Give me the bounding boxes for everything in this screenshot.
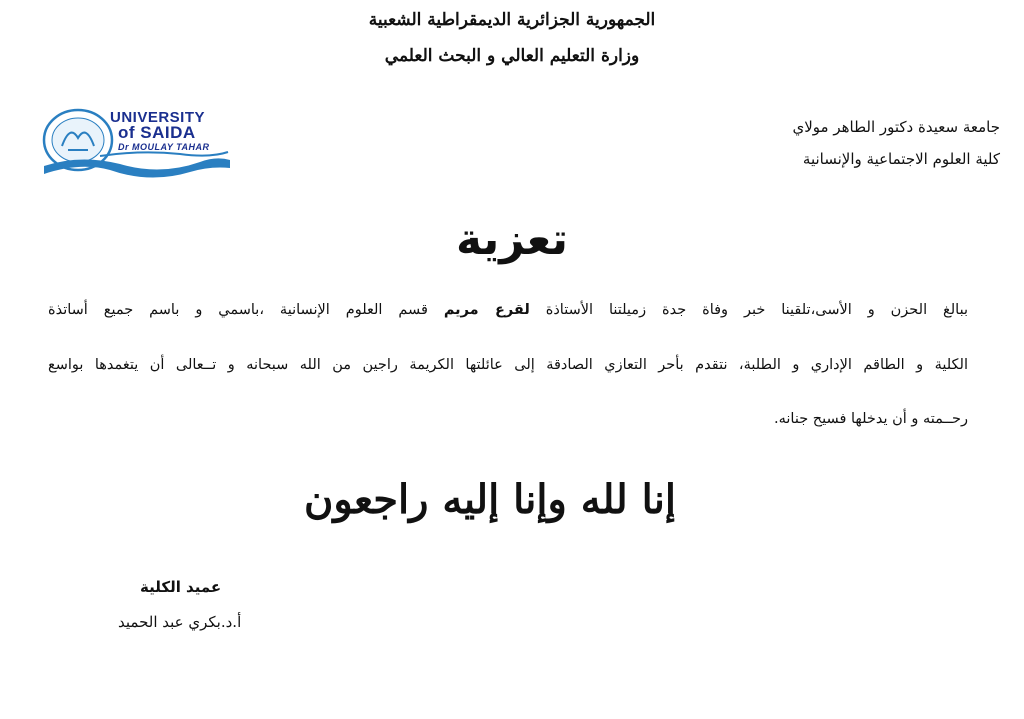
dean-name: أ.د.بكري عبد الحميد (118, 613, 242, 631)
notice-line-1-start: ببالغ الحزن و الأسى،تلقينا خبر وفاة جدة زميلتنا الأستاذة (529, 302, 969, 318)
faculty-name: كلية العلوم الاجتماعية والإنسانية (802, 150, 1000, 168)
notice-line-3: رحــمته و أن يدخلها فسيح جنانه. (773, 411, 968, 427)
condolence-title: تعزية (456, 214, 568, 265)
verse-text: إنا لله وإنا إليه راجعون (303, 476, 677, 523)
university-logo (40, 104, 232, 180)
dean-title: عميد الكلية (140, 578, 222, 596)
ministry-heading: وزارة التعليم العالي و البحث العلمي (384, 46, 640, 66)
notice-line-1-end: قسم العلوم الإنسانية ،باسمي و باسم جميع أساتذة (48, 302, 444, 318)
logo-of-saida-text: of SAIDA (118, 123, 196, 142)
quran-verse-calligraphy (300, 456, 680, 556)
notice-line-1 (48, 302, 968, 318)
university-name: جامعة سعيدة دكتور الطاهر مولاي (792, 118, 1000, 136)
colleague-name: لقرع مريم (443, 302, 530, 318)
logo-university-text: UNIVERSITY (110, 109, 206, 126)
republic-heading: الجمهورية الجزائرية الديمقراطية الشعبية (368, 10, 656, 30)
logo-dr-name-text: Dr MOULAY TAHAR (118, 142, 210, 152)
notice-line-2: الكلية و الطاقم الإداري و الطلبة، نتقدم بأحر التعازي الصادقة إلى عائلتها الكريمة راجين من الله سبحانه و تــعالى أن يتغمدها بواسع (48, 357, 968, 373)
